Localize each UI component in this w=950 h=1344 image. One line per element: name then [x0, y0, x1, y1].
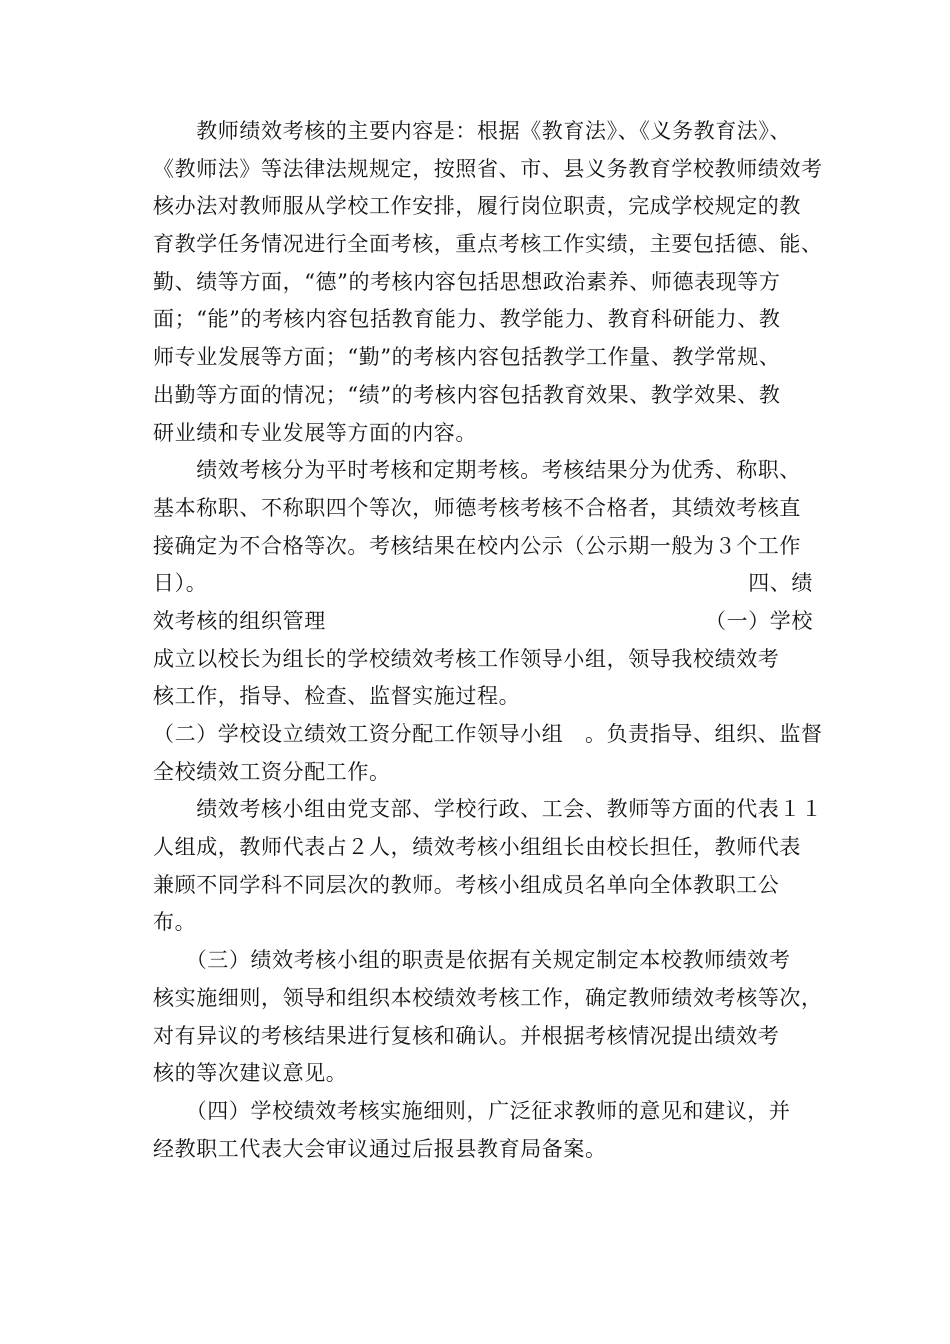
- text-line: （三）绩效考核小组的职责是依据有关规定制定本校教师绩效考: [153, 948, 791, 973]
- text-line: 核工作，指导、检查、监督实施过程。: [153, 684, 521, 709]
- text-line: 核的等次建议意见。: [153, 1061, 348, 1086]
- text-line: 人组成，教师代表占２人，绩效考核小组组长由校长担任，教师代表: [153, 835, 801, 860]
- text-line: 出勤等方面的情况；“绩”的考核内容包括教育效果、教学效果、教: [153, 382, 781, 407]
- text-line: 绩效考核分为平时考核和定期考核。考核结果分为优秀、称职、: [153, 458, 801, 483]
- section-heading-four: 四、绩: [748, 571, 813, 596]
- text-line: 基本称职、不称职四个等次，师德考核考核不合格者，其绩效考核直: [153, 495, 801, 520]
- text-line: 勤、绩等方面，“德”的考核内容包括思想政治素养、师德表现等方: [153, 269, 781, 294]
- text-line: 全校绩效工资分配工作。: [153, 759, 391, 784]
- text-line: 《教师法》等法律法规规定，按照省、市、县义务教育学校教师绩效考: [153, 156, 823, 181]
- text-line: 兼顾不同学科不同层次的教师。考核小组成员名单向全体教职工公: [153, 872, 780, 897]
- text-line: 研业绩和专业发展等方面的内容。: [153, 420, 477, 445]
- text-line: 绩效考核小组由党支部、学校行政、工会、教师等方面的代表１１: [153, 797, 823, 822]
- text-line: 育教学任务情况进行全面考核，重点考核工作实绩，主要包括德、能、: [153, 232, 823, 257]
- text-line: 布。: [153, 910, 197, 935]
- text-line: （二）学校设立绩效工资分配工作领导小组 。负责指导、组织、监督: [153, 722, 823, 746]
- text-line: （四）学校绩效考核实施细则，广泛征求教师的意见和建议，并: [153, 1098, 791, 1123]
- text-line: 接确定为不合格等次。考核结果在校内公示（公示期一般为３个工作: [153, 533, 801, 558]
- text-line: 经教职工代表大会审议通过后报县教育局备案。: [153, 1136, 607, 1161]
- subsection-one-start: （一）学校: [705, 608, 813, 633]
- text-line-split: [153, 565, 813, 603]
- text-line: 成立以校长为组长的学校绩效考核工作领导小组，领导我校绩效考: [153, 646, 780, 671]
- text-line: 核实施细则，领导和组织本校绩效考核工作，确定教师绩效考核等次，: [153, 985, 823, 1010]
- document-body: [153, 113, 823, 1168]
- text-line-left: 日）。: [153, 571, 208, 596]
- text-line: 师专业发展等方面；“勤”的考核内容包括教学工作量、教学常规、: [153, 345, 781, 370]
- text-line: 面；“能”的考核内容包括教育能力、教学能力、教育科研能力、教: [153, 307, 781, 332]
- section-heading-four-cont: 效考核的组织管理: [153, 608, 326, 633]
- text-line-split: [153, 603, 813, 641]
- text-line: 核办法对教师服从学校工作安排，履行岗位职责，完成学校规定的教: [153, 194, 801, 219]
- text-line: 教师绩效考核的主要内容是：根据《教育法》、《义务教育法》、: [153, 119, 792, 143]
- text-line: 对有异议的考核结果进行复核和确认。并根据考核情况提出绩效考: [153, 1023, 780, 1048]
